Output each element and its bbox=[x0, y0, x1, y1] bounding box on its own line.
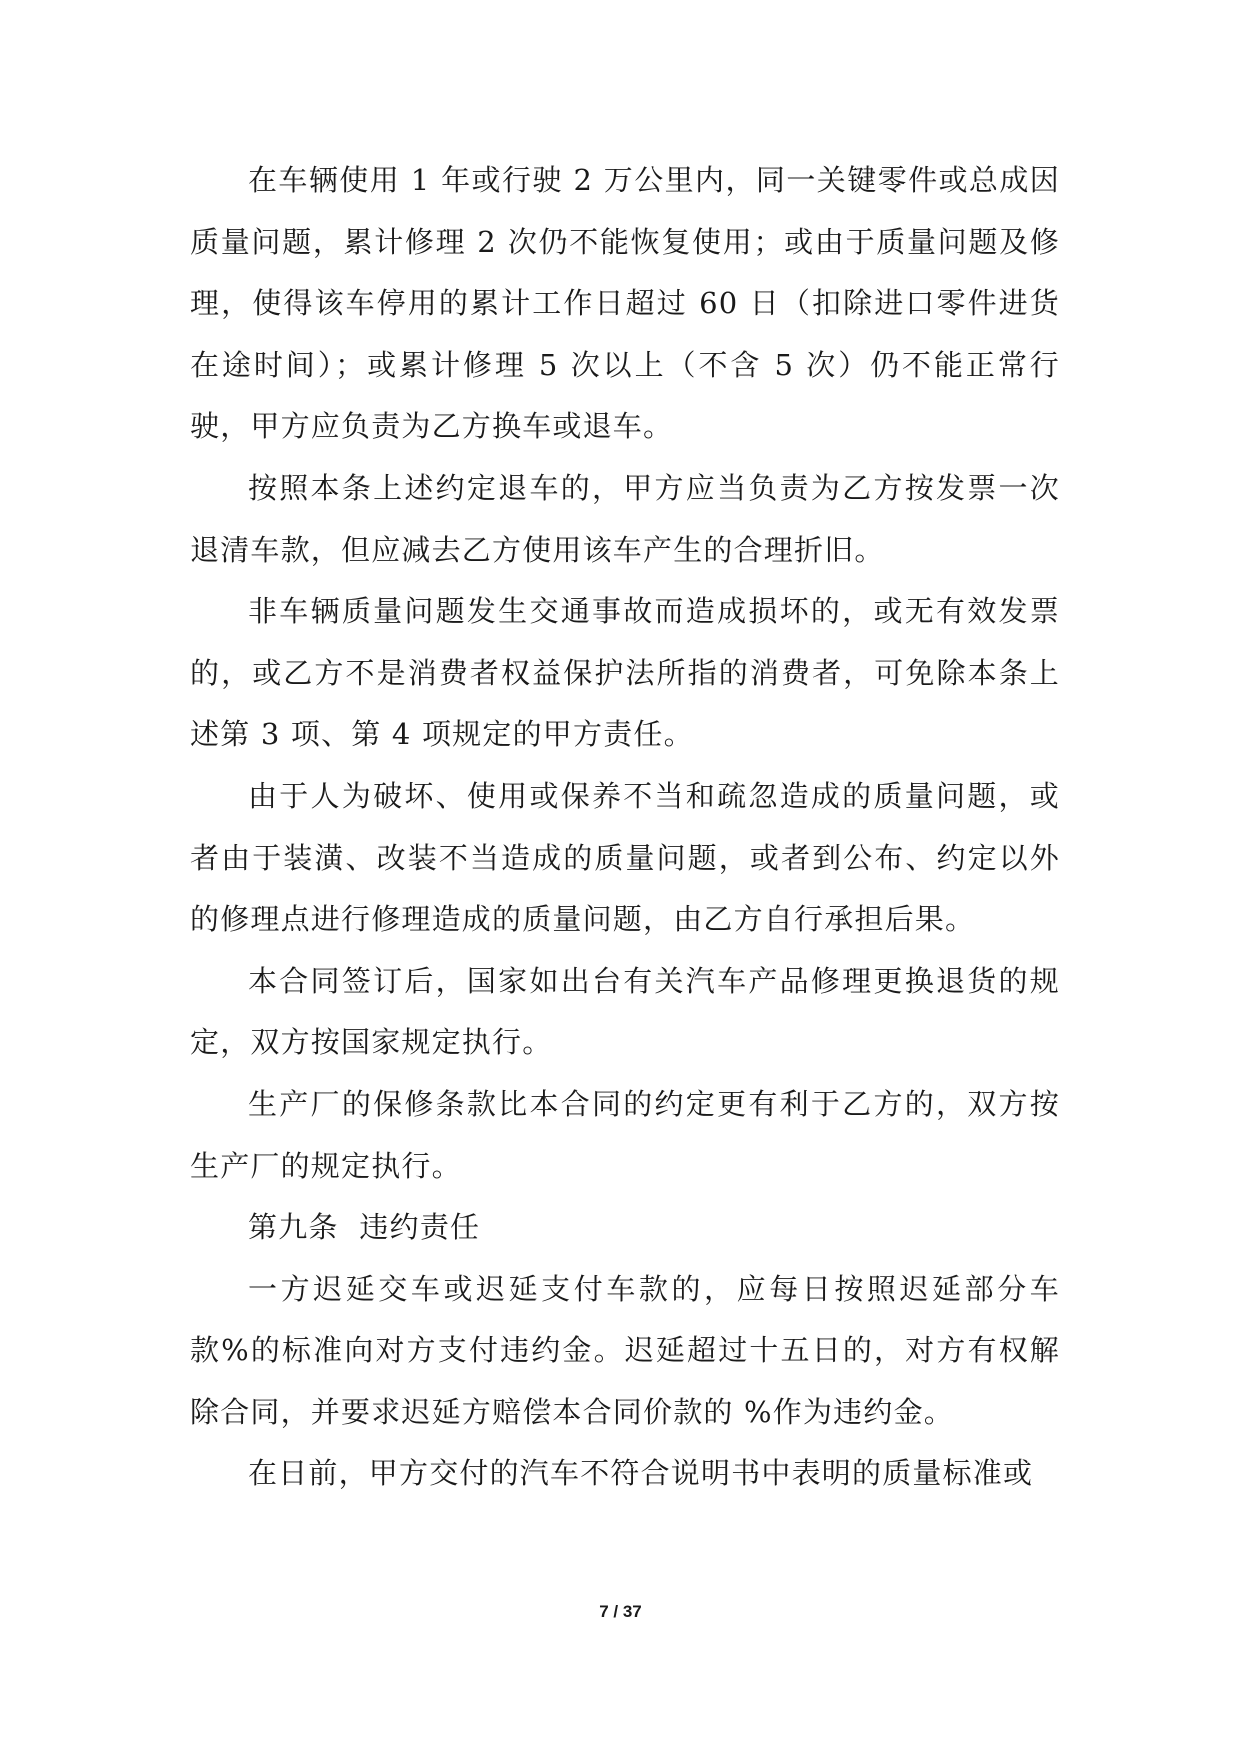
paragraph-manufacturer-warranty: 生产厂的保修条款比本合同的约定更有利于乙方的，双方按生产厂的规定执行。 bbox=[190, 1086, 1060, 1183]
paragraph-late-penalty: 一方迟延交车或迟延支付车款的，应每日按照迟延部分车款%的标准向对方支付违约金。迟延超过十五日的，对方有权解除合同，并要求迟延方赔偿本合同价款的 %作为违约金。 bbox=[190, 1271, 1060, 1429]
paragraph-quality-standard: 在日前，甲方交付的汽车不符合说明书中表明的质量标准或 bbox=[248, 1456, 1034, 1491]
document-body bbox=[190, 150, 1060, 1505]
paragraph-exemption: 非车辆质量问题发生交通事故而造成损坏的，或无有效发票的，或乙方不是消费者权益保护法所指的消费者，可免除本条上述第 3 项、第 4 项规定的甲方责任。 bbox=[190, 594, 1060, 752]
page-number: 7 / 37 bbox=[599, 1602, 642, 1621]
paragraph-replacement-conditions: 在车辆使用 1 年或行驶 2 万公里内，同一关键零件或总成因质量问题，累计修理 2 次仍不能恢复使用；或由于质量问题及修理，使得该车停用的累计工作日超过 60 日（扣除进口零件进货在途时间）；或累计修理 5 次以上（不含 5 次）仍不能正常行驶，甲方应负责为乙方换车或退车。 bbox=[190, 163, 1060, 444]
paragraph-national-rules: 本合同签订后，国家如出台有关汽车产品修理更换退货的规定，双方按国家规定执行。 bbox=[190, 963, 1060, 1060]
paragraph-refund: 按照本条上述约定退车的，甲方应当负责为乙方按发票一次退清车款，但应减去乙方使用该车产生的合理折旧。 bbox=[190, 470, 1060, 567]
section-heading-breach-liability: 第九条 违约责任 bbox=[248, 1210, 481, 1245]
paragraph-buyer-liability: 由于人为破坏、使用或保养不当和疏忽造成的质量问题，或者由于装潢、改装不当造成的质量问题，或者到公布、约定以外的修理点进行修理造成的质量问题，由乙方自行承担后果。 bbox=[190, 778, 1060, 937]
